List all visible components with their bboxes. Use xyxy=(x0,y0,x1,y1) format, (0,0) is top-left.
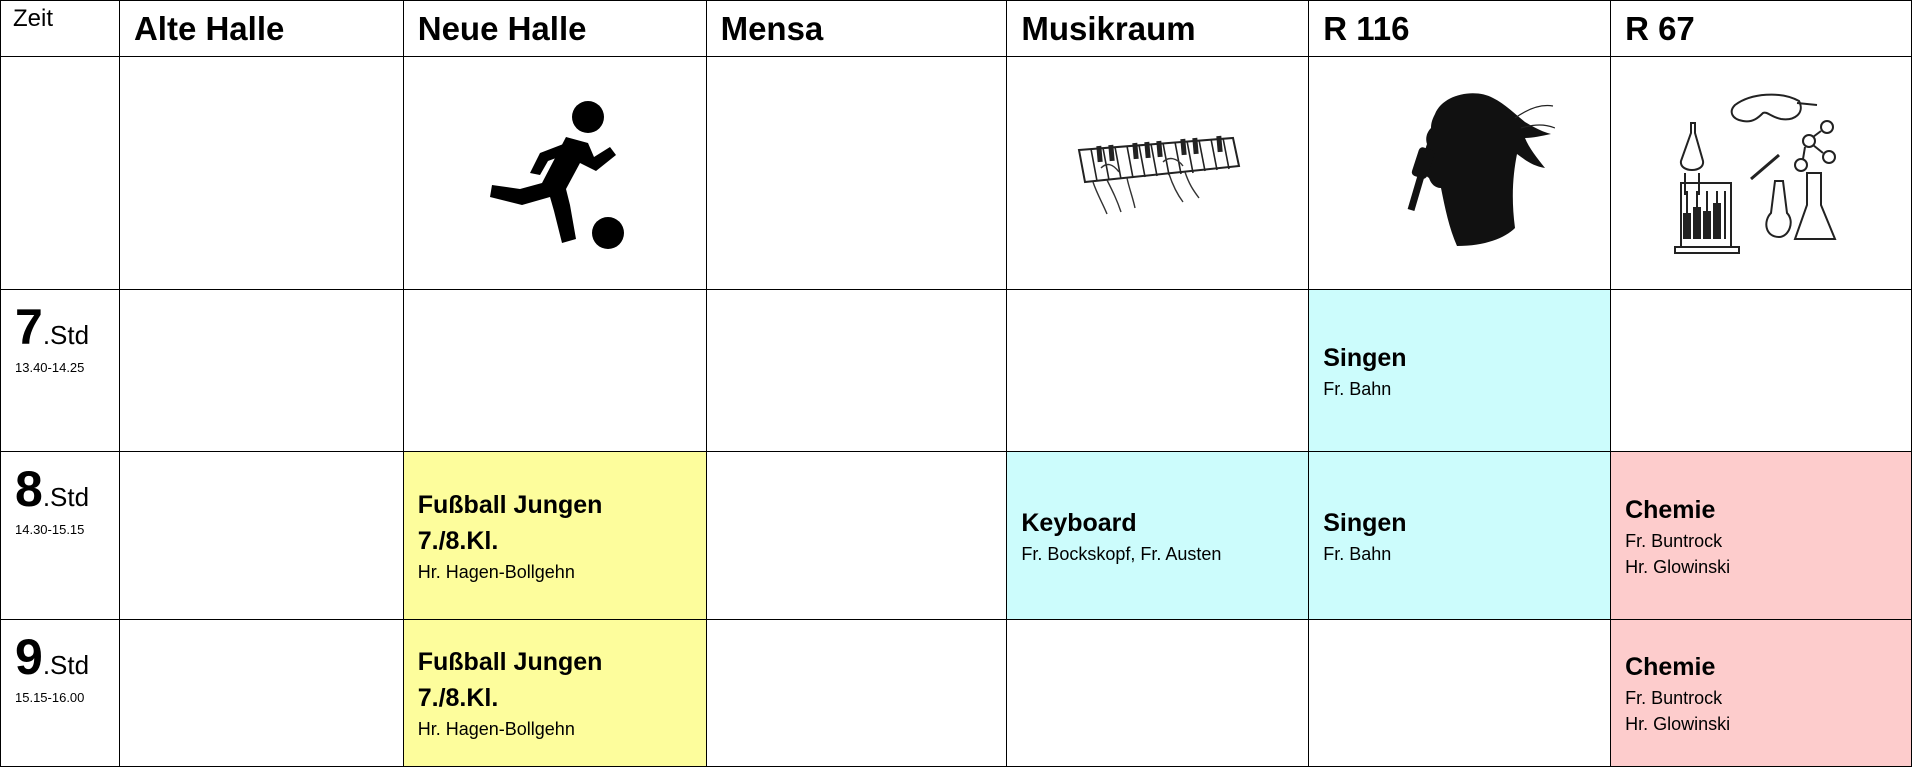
course-keyboard-8 xyxy=(1007,452,1309,620)
cell-7-musikraum xyxy=(1007,290,1309,452)
period-suffix: .Std xyxy=(42,482,90,512)
course-title: Singen xyxy=(1323,343,1407,372)
cell-9-r116 xyxy=(1309,620,1611,767)
cell-7-mensa xyxy=(706,290,1007,452)
course-teacher: Hr. Glowinski xyxy=(1625,714,1731,734)
chemistry-lab-icon xyxy=(1671,83,1851,263)
cell-7-r67 xyxy=(1611,290,1912,452)
icon-cell-r116 xyxy=(1309,57,1611,290)
course-fussball-8 xyxy=(403,452,706,620)
icon-cell-empty xyxy=(1,57,120,290)
course-chemie-8 xyxy=(1611,452,1912,620)
course-teacher: Fr. Buntrock xyxy=(1625,688,1723,708)
period-row-7 xyxy=(1,290,1912,452)
cell-9-alte-halle xyxy=(119,620,403,767)
header-row xyxy=(1,1,1912,57)
cell-8-alte-halle xyxy=(119,452,403,620)
course-title: Singen xyxy=(1323,508,1407,537)
course-teacher: Hr. Hagen-Bollgehn xyxy=(417,719,575,739)
course-grade: 7./8.Kl. xyxy=(417,684,499,712)
period-label-9 xyxy=(1,620,120,767)
period-number: 8 xyxy=(15,461,43,517)
icon-cell-neue-halle xyxy=(403,57,706,290)
period-number: 7 xyxy=(15,299,43,355)
cell-9-musikraum xyxy=(1007,620,1309,767)
course-fussball-9 xyxy=(403,620,706,767)
singer-icon xyxy=(1365,88,1555,258)
period-suffix: .Std xyxy=(42,650,90,680)
room-header-neue-halle: Neue Halle xyxy=(403,1,706,57)
period-suffix: .Std xyxy=(42,320,90,350)
cell-9-mensa xyxy=(706,620,1007,767)
course-teacher: Hr. Glowinski xyxy=(1625,556,1731,577)
icon-cell-musikraum xyxy=(1007,57,1309,290)
period-time: 13.40-14.25 xyxy=(15,360,85,375)
cell-7-alte-halle xyxy=(119,290,403,452)
course-teacher: Fr. Bahn xyxy=(1323,543,1392,564)
room-header-musikraum: Musikraum xyxy=(1007,1,1309,57)
football-player-icon xyxy=(470,93,640,253)
course-title: Keyboard xyxy=(1021,508,1137,537)
course-grade: 7./8.Kl. xyxy=(417,526,499,555)
course-teacher: Fr. Buntrock xyxy=(1625,530,1723,551)
course-teacher: Hr. Hagen-Bollgehn xyxy=(417,561,575,582)
icon-cell-mensa xyxy=(706,57,1007,290)
period-time: 14.30-15.15 xyxy=(15,522,85,537)
course-teacher: Fr. Bockskopf, Fr. Austen xyxy=(1021,543,1222,564)
period-label-7 xyxy=(1,290,120,452)
course-singen-8 xyxy=(1309,452,1611,620)
cell-7-neue-halle xyxy=(403,290,706,452)
room-header-r116: R 116 xyxy=(1309,1,1611,57)
course-title: Fußball Jungen xyxy=(417,648,603,676)
room-header-mensa: Mensa xyxy=(706,1,1007,57)
course-singen-7 xyxy=(1309,290,1611,452)
period-row-8 xyxy=(1,452,1912,620)
period-row-9 xyxy=(1,620,1912,767)
course-teacher: Fr. Bahn xyxy=(1323,378,1392,399)
icon-row xyxy=(1,57,1912,290)
room-header-r67: R 67 xyxy=(1611,1,1912,57)
period-number: 9 xyxy=(15,629,43,685)
course-title: Chemie xyxy=(1625,653,1716,681)
period-time: 15.15-16.00 xyxy=(15,690,85,705)
course-chemie-9 xyxy=(1611,620,1912,767)
room-header-alte-halle: Alte Halle xyxy=(119,1,403,57)
cell-8-mensa xyxy=(706,452,1007,620)
course-title: Fußball Jungen xyxy=(417,490,603,519)
period-label-8 xyxy=(1,452,120,620)
zeit-header: Zeit xyxy=(1,1,120,57)
icon-cell-r67 xyxy=(1611,57,1912,290)
piano-keyboard-icon xyxy=(1073,128,1243,218)
course-title: Chemie xyxy=(1625,495,1716,524)
icon-cell-alte-halle xyxy=(119,57,403,290)
